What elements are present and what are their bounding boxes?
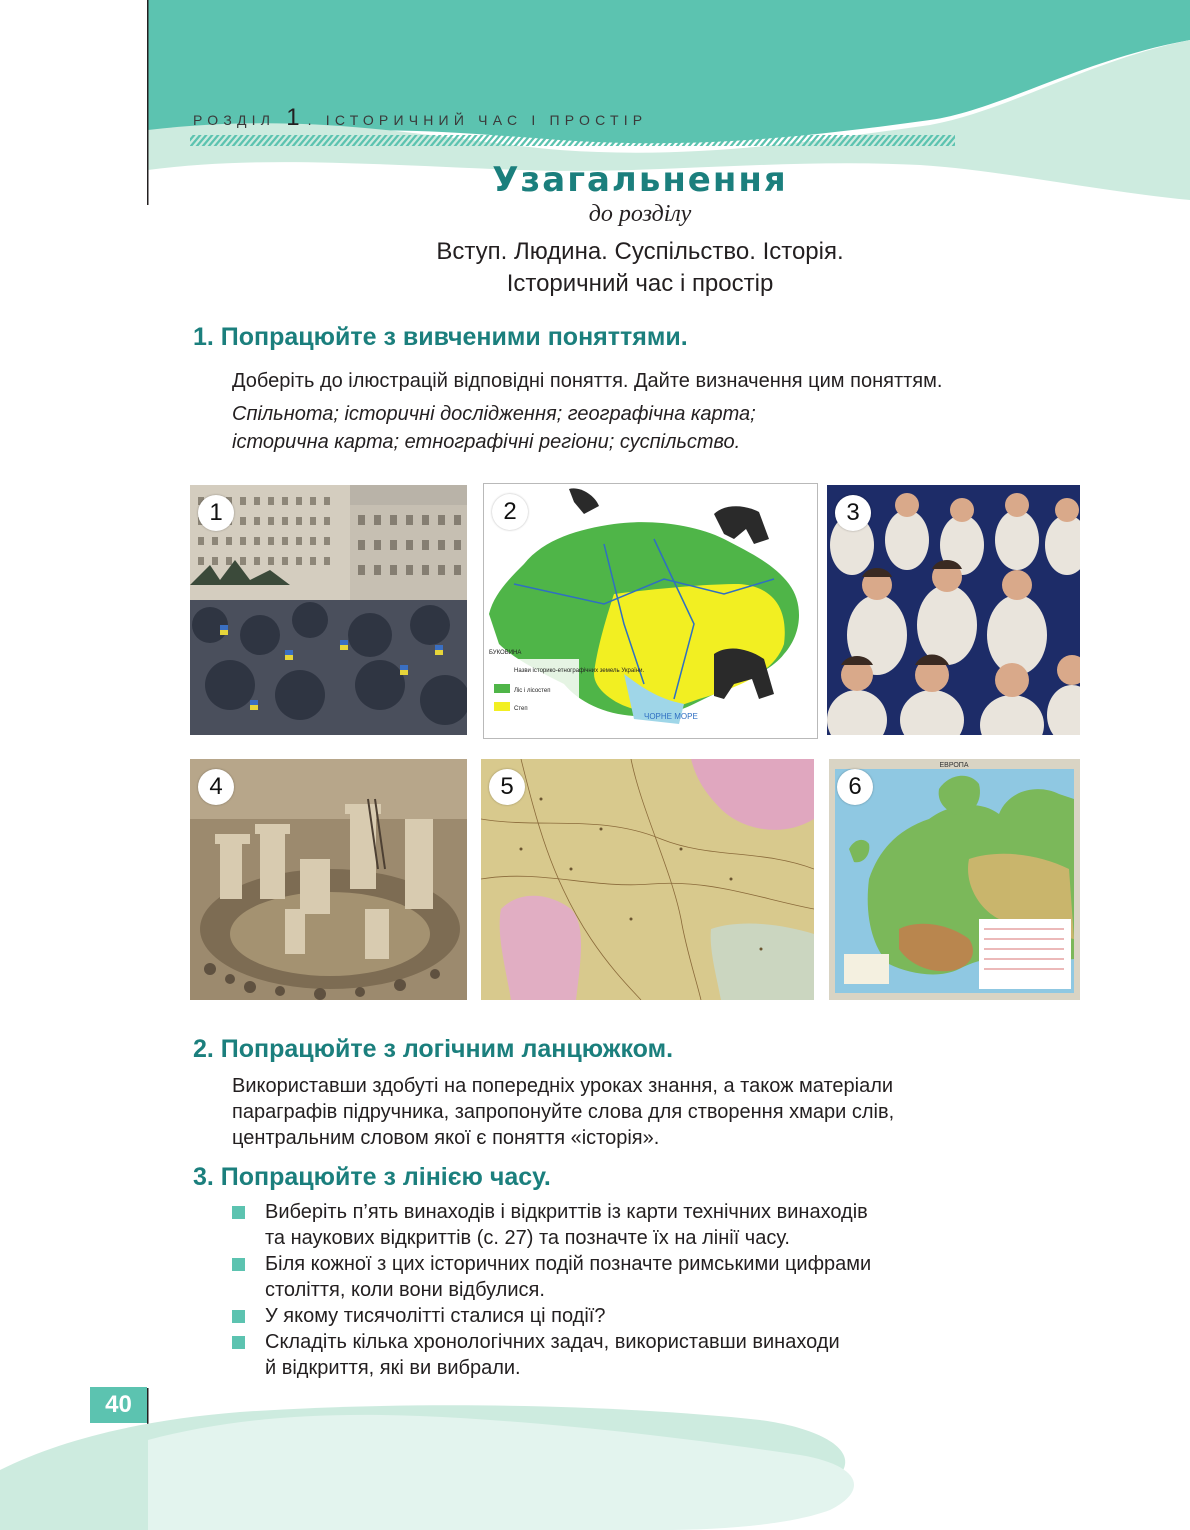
- task3-bullet-1-line1: Виберіть п’ять винаходів і відкриттів із карти технічних винаходів: [265, 1201, 868, 1223]
- task3-bullet-4-line1: Складіть кілька хронологічних задач, використавши винаходи: [265, 1331, 840, 1353]
- image-5-number-badge: 5: [489, 769, 525, 805]
- task3-bullet-2: [232, 1251, 1032, 1303]
- task3-bullet-4: [232, 1329, 1032, 1381]
- task3-bullet-list: [232, 1199, 1032, 1381]
- image-2-ethnographic-map: [483, 483, 818, 739]
- task3-bullet-2-line1: Біля кожної з цих історичних подій позначте римськими цифрами: [265, 1253, 872, 1275]
- section-heading-line2: Історичний час і простір: [506, 270, 774, 297]
- image-2-number-badge: 2: [492, 494, 528, 530]
- map2-sea-label: ЧОРНЕ МОРЕ: [644, 712, 698, 721]
- task3-bullet-2-line2: століття, коли вони відбулися.: [265, 1279, 545, 1301]
- image-6-number-badge: 6: [837, 769, 873, 805]
- task1-terms-line1: Спільнота; історичні дослідження; географічна карта;: [232, 403, 756, 425]
- task1-terms-line2: історична карта; етнографічні регіони; суспільство.: [232, 431, 741, 453]
- map2-legend-title: Назви історико-етнографічних земель України.: [514, 668, 645, 674]
- page-subtitle: до розділу: [588, 201, 692, 227]
- task1-terms: [232, 400, 756, 456]
- section-heading: [300, 236, 980, 300]
- task1-instruction: Доберіть до ілюстрацій відповідні поняття. Дайте визначення цим поняттям.: [232, 370, 943, 392]
- image-4-archaeology-photo: [190, 759, 467, 1000]
- map6-title: ЕВРОПА: [939, 762, 969, 769]
- task2-heading: 2. Попрацюйте з логічним ланцюжком.: [193, 1035, 674, 1063]
- bullet-square-icon: [232, 1258, 245, 1271]
- chapter-header: [193, 104, 647, 132]
- task2-line3: центральним словом якої є поняття «історія».: [232, 1127, 660, 1149]
- bullet-square-icon: [232, 1310, 245, 1323]
- task3-bullet-3-line1: У якому тисячолітті сталися ці події?: [265, 1305, 606, 1327]
- page-title: Узагальнення: [492, 160, 788, 200]
- task3-bullet-3: [232, 1303, 1032, 1329]
- map2-legend-forest: Ліс і лісостеп: [514, 688, 551, 694]
- chapter-title: . ІСТОРИЧНИЙ ЧАС І ПРОСТІР: [307, 112, 648, 128]
- task3-heading: 3. Попрацюйте з лінією часу.: [193, 1163, 551, 1191]
- chapter-number: 1: [286, 104, 300, 131]
- chapter-prefix: РОЗДІЛ: [193, 112, 276, 128]
- page-number: 40: [90, 1387, 147, 1423]
- image-5-old-map: [481, 759, 814, 1000]
- task2-line2: параграфів підручника, запропонуйте слова для створення хмари слів,: [232, 1101, 895, 1123]
- task2-line1: Використавши здобуті на попередніх уроках знання, а також матеріали: [232, 1075, 894, 1097]
- task3-bullet-4-line2: й відкриття, які ви вибрали.: [265, 1357, 521, 1379]
- bullet-square-icon: [232, 1336, 245, 1349]
- bullet-square-icon: [232, 1206, 245, 1219]
- task3-bullet-1: [232, 1199, 1032, 1251]
- task3-bullet-1-line2: та наукових відкриттів (с. 27) та позначте їх на лінії часу.: [265, 1227, 790, 1249]
- task1-heading: 1. Попрацюйте з вивченими поняттями.: [193, 323, 688, 351]
- task2-text: [232, 1073, 894, 1151]
- image-3-audience-photo: [827, 485, 1080, 735]
- image-1-crowd-photo: [190, 485, 467, 735]
- image-6-europe-map: [829, 759, 1080, 1000]
- image-3-number-badge: 3: [835, 495, 871, 531]
- map2-bukovyna-label: БУКОВИНА: [489, 650, 522, 656]
- map2-legend-steppe: Степ: [514, 706, 528, 712]
- image-1-number-badge: 1: [198, 495, 234, 531]
- section-heading-line1: Вступ. Людина. Суспільство. Історія.: [436, 238, 844, 265]
- image-4-number-badge: 4: [198, 769, 234, 805]
